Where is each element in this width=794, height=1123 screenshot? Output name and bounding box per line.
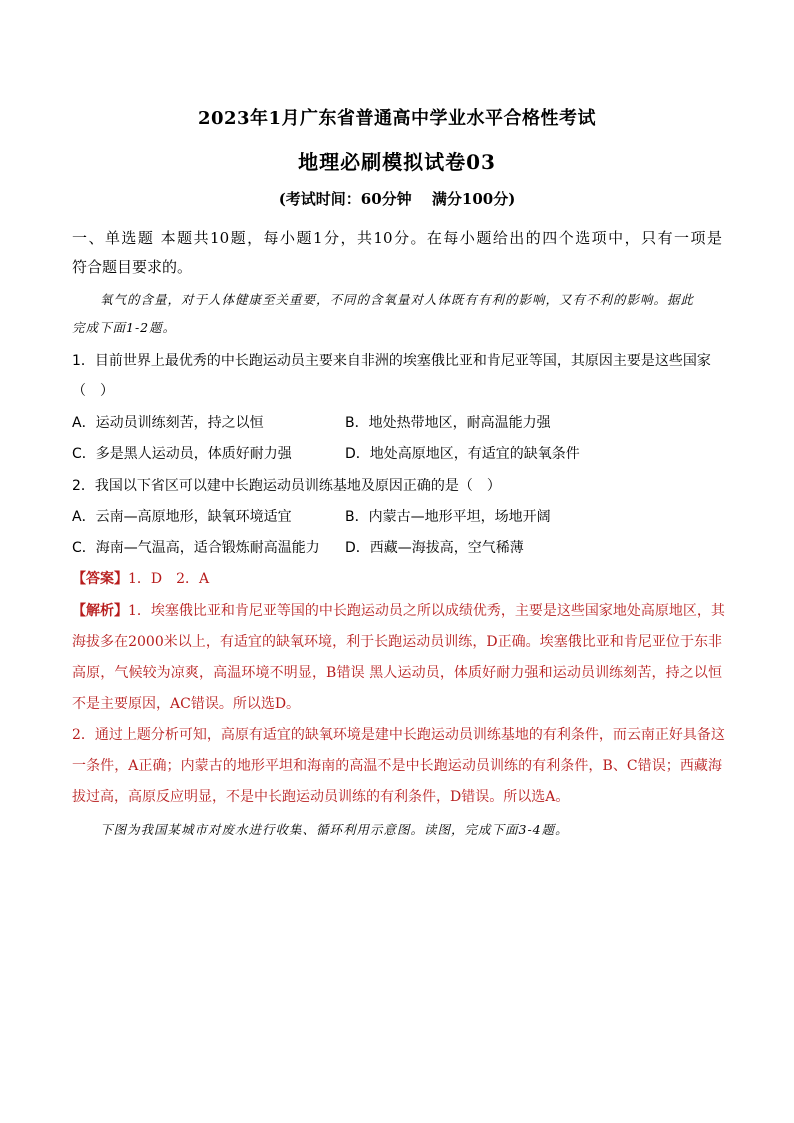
intro-q1-2-line1: 氧气的含量，对于人体健康至关重要，不同的含氧量对人体既有有利的影响，又有不利的影响。据此 — [100, 292, 695, 307]
answer-tag: 【答案】 — [72, 571, 128, 587]
q1-option-c: C．多是黑人运动员，体质好耐力强 — [72, 446, 292, 462]
q2-option-d: D．西藏—海拔高，空气稀薄 — [345, 540, 524, 556]
paper-title: 地理必刷模拟试卷03 — [298, 150, 496, 174]
q2-option-c: C．海南—气温高，适合锻炼耐高温能力 — [72, 540, 320, 556]
q2-stem: 2．我国以下省区可以建中长跑运动员训练基地及原因正确的是（ ） — [72, 478, 501, 494]
exam-time-score: (考试时间：60分钟 满分100分) — [278, 190, 516, 208]
q2-option-a: A．云南—高原地形，缺氧环境适宜 — [72, 509, 292, 525]
q2-option-b: B．内蒙古—地形平坦，场地开阔 — [345, 509, 551, 525]
intro-q1-2-line2: 完成下面1-2题。 — [72, 320, 177, 335]
exam-title: 2023年1月广东省普通高中学业水平合格性考试 — [197, 108, 597, 129]
analysis-p2-line1: 2．通过上题分析可知，高原有适宜的缺氧环境是建中长跑运动员训练基地的有利条件，而云南正好具备这 — [72, 727, 725, 743]
analysis-p1-line3: 高原，气候较为凉爽，高温环境不明显，B错误 黑人运动员，体质好耐力强和运动员训练刻苦，持之以恒 — [72, 665, 722, 681]
analysis-p1-text1: 1．埃塞俄比亚和肯尼亚等国的中长跑运动员之所以成绩优秀，主要是这些国家地处高原地区，其 — [128, 603, 725, 619]
analysis-tag: 【解析】 — [72, 603, 128, 619]
analysis-p1-line1 — [72, 601, 725, 621]
q1-option-d: D．地处高原地区，有适宜的缺氧条件 — [345, 446, 580, 462]
intro-q3-4: 下图为我国某城市对废水进行收集、循环利用示意图。读图，完成下面3-4题。 — [100, 822, 569, 837]
answer-text: 1．D 2．A — [128, 571, 210, 587]
analysis-p1-line4: 不是主要原因，AC错误。所以选D。 — [72, 696, 301, 712]
section-heading-line2: 符合题目要求的。 — [72, 258, 193, 276]
q1-option-a: A．运动员训练刻苦，持之以恒 — [72, 415, 264, 431]
q1-option-b: B．地处热带地区，耐高温能力强 — [345, 415, 551, 431]
analysis-p2-line3: 拔过高，高原反应明显，不是中长跑运动员训练的有利条件，D错误。所以选A。 — [72, 789, 570, 805]
q1-stem-line1: 1．目前世界上最优秀的中长跑运动员主要来自非洲的埃塞俄比亚和肯尼亚等国，其原因主要是这些国家 — [72, 353, 711, 369]
answer-line — [72, 569, 209, 589]
analysis-p2-line2: 一条件，A正确；内蒙古的地形平坦和海南的高温不是中长跑运动员训练的有利条件，B、C错误；西藏海 — [72, 758, 722, 774]
analysis-p1-line2: 海拔多在2000米以上，有适宜的缺氧环境，利于长跑运动员训练，D正确。埃塞俄比亚和肯尼亚位于东非 — [72, 634, 722, 650]
section-heading-line1: 一、单选题 本题共10题，每小题1分，共10分。在每小题给出的四个选项中，只有一项是 — [72, 229, 722, 247]
q1-stem-line2: （ ） — [72, 383, 114, 399]
